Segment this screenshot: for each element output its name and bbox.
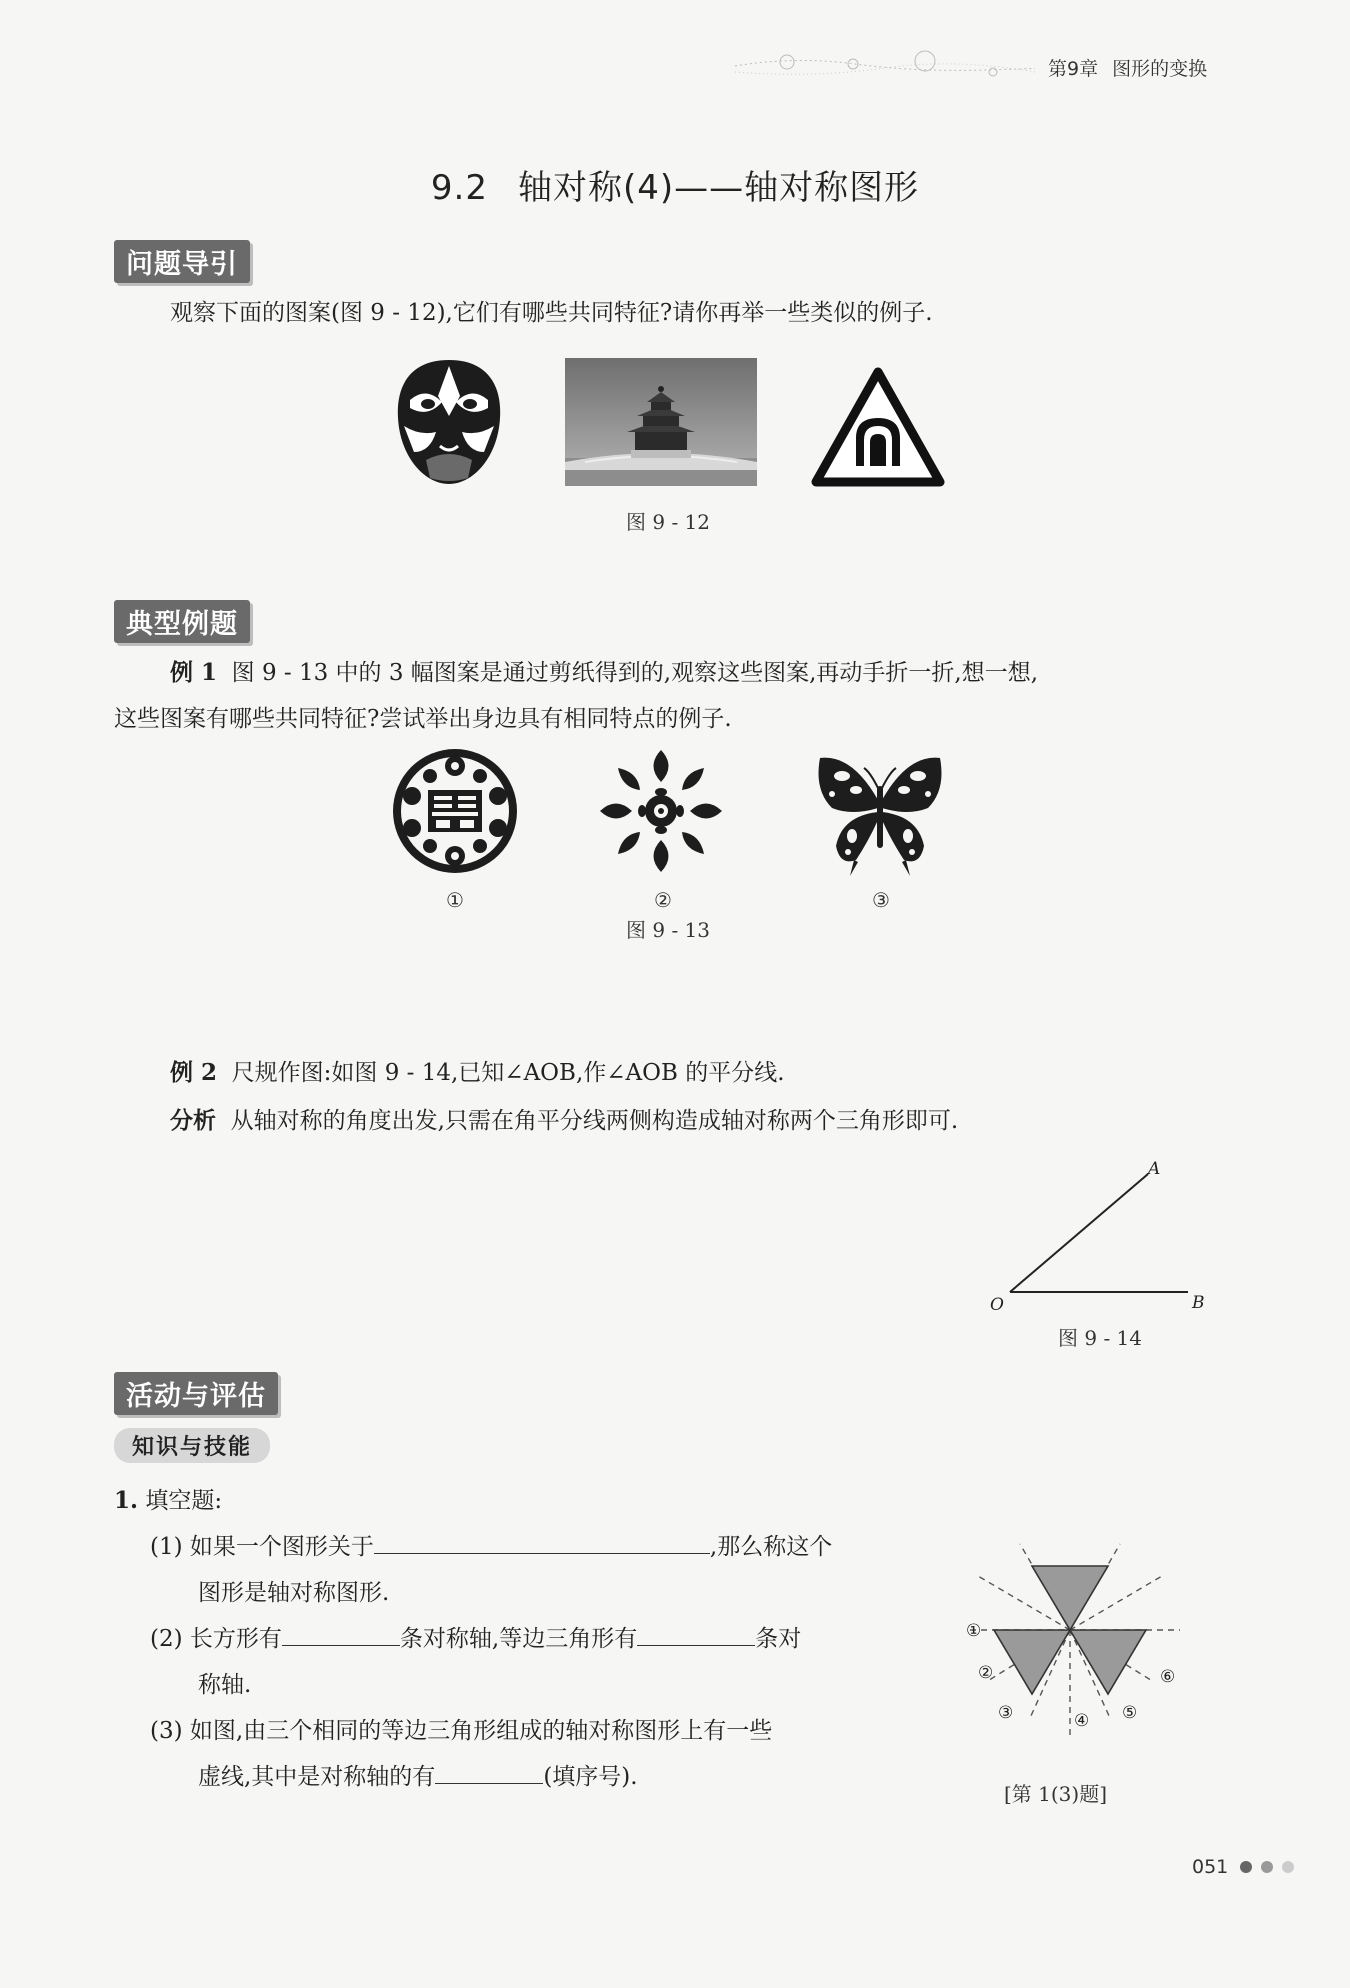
three-triangles-figure	[950, 1536, 1190, 1766]
figure-mark-2: ②	[654, 888, 672, 912]
fig-mark-1: ①	[966, 1621, 982, 1641]
page-title	[0, 160, 1350, 209]
section-title: 轴对称(4)——轴对称图形	[517, 168, 920, 208]
fig-mark-6: ⑥	[1160, 1667, 1176, 1687]
paper-cut-butterfly	[812, 750, 948, 878]
guide-text: 观察下面的图案(图 9 - 12),它们有哪些共同特征?请你再举一些类似的例子.	[170, 300, 933, 326]
part-2-line2: 称轴.	[198, 1672, 252, 1698]
header-decoration	[735, 48, 1035, 88]
analysis-text: 从轴对称的角度出发,只需在角平分线两侧构造成轴对称两个三角形即可.	[230, 1108, 959, 1134]
figure-caption-9-14: 图 9 - 14	[1058, 1326, 1143, 1350]
example2-text: 尺规作图:如图 9 - 14,已知∠AOB,作∠AOB 的平分线.	[231, 1060, 785, 1086]
part-3-text-c: (填序号).	[543, 1764, 638, 1790]
example1-line2: 这些图案有哪些共同特征?尝试举出身边具有相同特点的例子.	[114, 706, 732, 732]
example2-line	[170, 1050, 785, 1096]
fig-mark-4: ④	[1074, 1711, 1090, 1731]
question-title: 填空题:	[145, 1488, 223, 1514]
figure-caption-9-12: 图 9 - 12	[626, 510, 711, 534]
figure-caption-q1-3: [第 1(3)题]	[1004, 1782, 1108, 1806]
part-1-line1	[150, 1524, 832, 1570]
section-tag-skills: 知识与技能	[114, 1428, 270, 1463]
page-footer	[1192, 1856, 1294, 1878]
figure-mark-3: ③	[872, 888, 890, 912]
point-label-o: O	[990, 1295, 1004, 1315]
example1-label: 例 1	[170, 659, 218, 686]
footer-dot-2	[1261, 1861, 1273, 1873]
angle-aob-figure	[980, 1158, 1210, 1318]
part-3-line1: (3) 如图,由三个相同的等边三角形组成的轴对称图形上有一些	[150, 1718, 773, 1744]
part-1-text-a: (1) 如果一个图形关于	[150, 1534, 374, 1560]
tunnel-sign-image	[810, 366, 946, 488]
paper-cut-double-happiness	[390, 746, 520, 876]
section-tag-activity: 活动与评估	[114, 1372, 278, 1415]
opera-mask-image	[390, 356, 508, 488]
footer-dot-3	[1282, 1861, 1294, 1873]
fig-mark-5: ⑤	[1122, 1703, 1138, 1723]
example1-text: 图 9 - 13 中的 3 幅图案是通过剪纸得到的,观察这些图案,再动手折一折,想一想,	[231, 660, 1039, 686]
point-label-a: A	[1148, 1159, 1161, 1179]
part-1-text-b: ,那么称这个	[709, 1534, 833, 1560]
section-tag-guide: 问题导引	[114, 240, 250, 283]
temple-photo	[565, 358, 757, 486]
analysis-label: 分析	[170, 1107, 216, 1134]
point-label-b: B	[1192, 1293, 1205, 1313]
answer-blank-2b[interactable]	[637, 1621, 755, 1646]
fig-mark-2: ②	[978, 1663, 994, 1683]
chapter-header	[1040, 54, 1207, 81]
figure-caption-9-13: 图 9 - 13	[626, 918, 711, 942]
fig-mark-3: ③	[998, 1703, 1014, 1723]
section-tag-examples: 典型例题	[114, 600, 250, 643]
chapter-number: 第9章	[1048, 58, 1099, 80]
paper-cut-floral	[596, 746, 726, 876]
example2-label: 例 2	[170, 1059, 218, 1086]
part-3-text-b: 虚线,其中是对称轴的有	[198, 1764, 436, 1790]
question-1-title	[114, 1478, 222, 1524]
page-number: 051	[1192, 1856, 1229, 1878]
part-2-text-b: 条对称轴,等边三角形有	[399, 1626, 638, 1652]
part-2-line1	[150, 1616, 801, 1662]
figure-mark-1: ①	[446, 888, 464, 912]
part-2-text-a: (2) 长方形有	[150, 1626, 282, 1652]
question-number: 1.	[114, 1487, 139, 1514]
answer-blank-2a[interactable]	[282, 1621, 400, 1646]
footer-dot-1	[1240, 1861, 1252, 1873]
section-number: 9.2	[430, 168, 488, 208]
chapter-title: 图形的变换	[1112, 58, 1208, 80]
example1-line1	[170, 650, 1038, 696]
analysis-line	[170, 1098, 958, 1144]
part-3-line2	[198, 1754, 638, 1800]
part-2-text-c: 条对	[755, 1626, 802, 1652]
answer-blank-1[interactable]	[374, 1529, 710, 1554]
answer-blank-3[interactable]	[435, 1759, 543, 1784]
part-1-line2: 图形是轴对称图形.	[198, 1580, 390, 1606]
